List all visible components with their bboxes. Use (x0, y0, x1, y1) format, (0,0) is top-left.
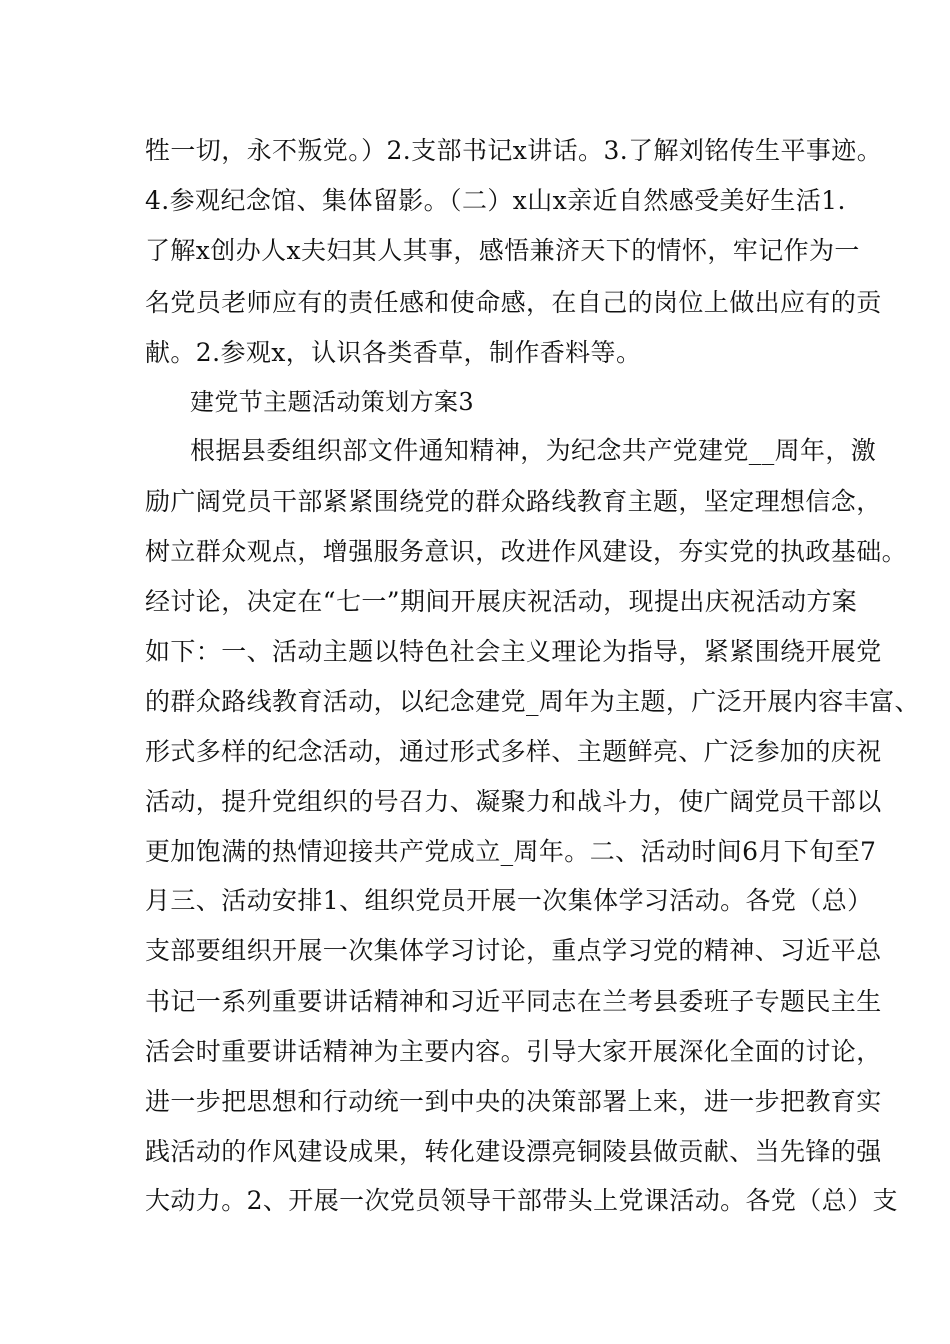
body-line: 进一步把思想和行动统一到中央的决策部署上来，进一步把教育实 (145, 1087, 882, 1116)
body-line: 的群众路线教育活动，以纪念建党_周年为主题，广泛开展内容丰富、 (145, 687, 920, 716)
body-line: 4.参观纪念馆、集体留影。（二）x山x亲近自然感受美好生活1. (145, 186, 846, 215)
body-line: 活动，提升党组织的号召力、凝聚力和战斗力，使广阔党员干部以 (145, 787, 882, 816)
body-line: 月三、活动安排1、组织党员开展一次集体学习活动。各党（总） (145, 886, 873, 915)
body-line: 书记一系列重要讲话精神和习近平同志在兰考县委班子专题民主生 (145, 987, 882, 1016)
body-line: 牲一切，永不叛党。）2.支部书记x讲话。3.了解刘铭传生平事迹。 (145, 136, 883, 165)
body-line: 树立群众观点，增强服务意识，改进作风建设，夯实党的执政基础。 (145, 537, 908, 566)
body-line: 活会时重要讲话精神为主要内容。引导大家开展深化全面的讨论， (145, 1037, 882, 1066)
body-line: 根据县委组织部文件通知精神，为纪念共产党建党__周年，激 (190, 436, 877, 465)
body-line: 践活动的作风建设成果，转化建设漂亮铜陵县做贡献、当先锋的强 (145, 1137, 882, 1166)
body-line: 名党员老师应有的责任感和使命感，在自己的岗位上做出应有的贡 (145, 288, 882, 317)
body-line: 如下：一、活动主题以特色社会主义理论为指导，紧紧围绕开展党 (145, 637, 882, 666)
body-line: 大动力。2、开展一次党员领导干部带头上党课活动。各党（总）支 (145, 1186, 898, 1215)
body-line: 支部要组织开展一次集体学习讨论，重点学习党的精神、习近平总 (145, 936, 882, 965)
body-line: 经讨论，决定在“七一”期间开展庆祝活动，现提出庆祝活动方案 (145, 587, 858, 616)
body-line: 励广阔党员干部紧紧围绕党的群众路线教育主题，坚定理想信念， (145, 487, 882, 516)
section-heading: 建党节主题活动策划方案3 (190, 388, 475, 416)
body-line: 形式多样的纪念活动，通过形式多样、主题鲜亮、广泛参加的庆祝 (145, 737, 882, 766)
body-line: 更加饱满的热情迎接共产党成立_周年。二、活动时间6月下旬至7 (145, 837, 877, 866)
body-line: 了解x创办人x夫妇其人其事，感悟兼济天下的情怀，牢记作为一 (145, 236, 860, 265)
body-line: 献。2.参观x，认识各类香草，制作香料等。 (145, 338, 642, 367)
